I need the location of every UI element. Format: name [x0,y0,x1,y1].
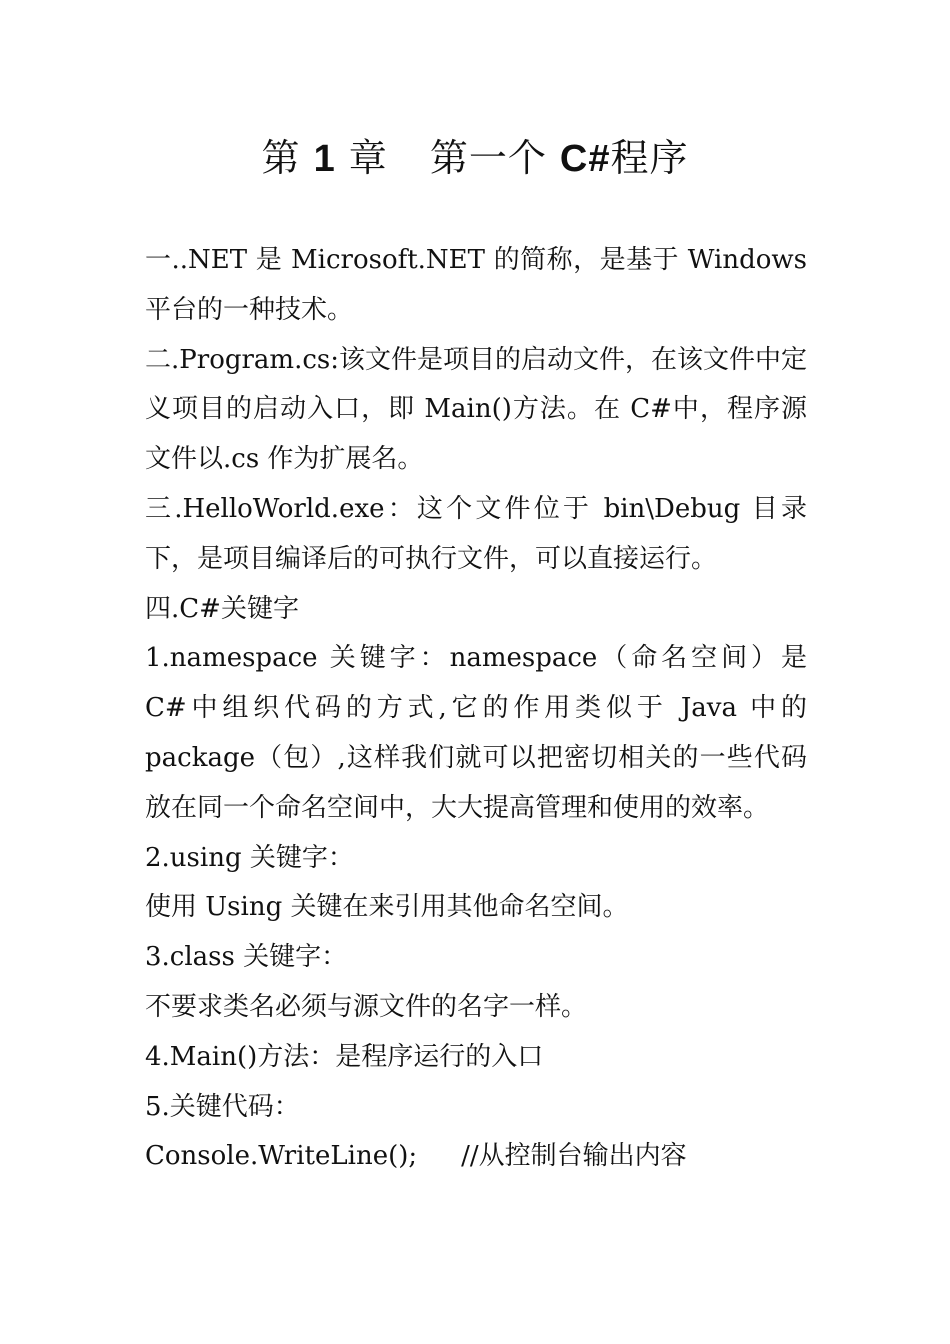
paragraph-namespace-keyword: 1.namespace 关键字：namespace（命名空间）是 C#中组织代码的方式,它的作用类似于 Java 中的 package（包）,这样我们就可以把密切相关的一些代码放在同一个命名空间中，大大提高管理和使用的效率。 [145,643,807,823]
console-writeline-code: Console.WriteLine(); [145,1141,418,1172]
paragraph-net-definition: 一..NET 是 Microsoft.NET 的简称，是基于 Windows 平台的一种技术。 [145,245,807,325]
title-part-3: 第一个 [429,136,560,180]
paragraph-main-method: 4.Main()方法：是程序运行的入口 [145,1041,544,1072]
title-part-4: 程序 [610,136,689,180]
paragraph-using-description: 使用 Using 关键在来引用其他命名空间。 [145,892,629,923]
code-comment: //从控制台输出内容 [461,1141,687,1172]
title-part-1: 第 [261,136,314,180]
paragraph-helloworld-exe: 三.HelloWorld.exe：这个文件位于 bin\Debug 目录下，是项目编译后的可执行文件，可以直接运行。 [145,493,807,574]
code-line [145,1132,807,1182]
paragraph-keywords-heading: 四.C#关键字 [145,593,299,624]
chapter-number: 1 [313,138,336,180]
paragraph-class-keyword: 3.class 关键字： [145,942,348,973]
paragraph-key-code-heading: 5.关键代码： [145,1091,300,1122]
title-part-2: 章 [335,136,388,180]
paragraph-using-keyword: 2.using 关键字： [145,842,354,873]
document-body [145,236,807,1182]
language-name: C# [559,138,611,180]
paragraph-class-description: 不要求类名必须与源文件的名字一样。 [145,991,588,1022]
paragraph-program-cs: 二.Program.cs:该文件是项目的启动文件，在该文件中定义项目的启动入口，即 Main()方法。在 C#中，程序源文件以.cs 作为扩展名。 [145,344,807,475]
page-title [0,128,950,189]
